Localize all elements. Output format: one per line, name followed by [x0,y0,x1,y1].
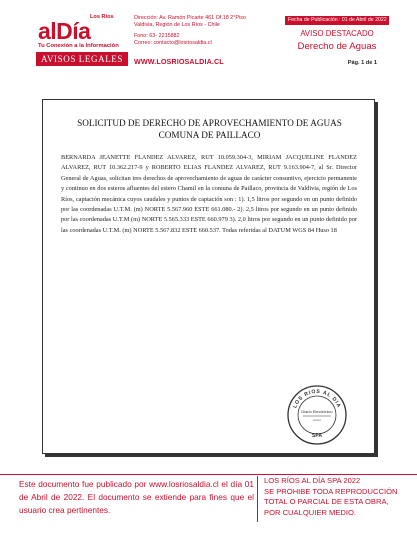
svg-text:LOS RIOS AL DIA: LOS RIOS AL DIA [292,388,342,410]
company-stamp [286,384,348,446]
contact-info [134,15,284,47]
copyright-line-3: TOTAL O PARCIAL DE ESTA OBRA, [264,497,389,507]
section-label: AVISOS LEGALES [41,54,123,64]
svg-text:SPA: SPA [312,433,322,439]
notice-title-line-2: COMUNA DE PAILLACO [158,130,261,140]
page-number: Pág. 1 de 1 [347,60,377,66]
svg-text:▪▪▪▪▪▪▪▪: ▪▪▪▪▪▪▪▪ [312,418,322,422]
brand-name: alDía [38,18,91,44]
copyright-line-1: LOS RÍOS AL DÍA SPA 2022 [264,476,361,485]
copyright-line-2: SE PROHIBE TODA REPRODUCCIÓN [264,486,398,496]
footer-divider [257,476,258,522]
notice-body [61,153,357,236]
footer-rule [0,474,417,475]
aviso-title: Derecho de Aguas [297,41,377,52]
svg-text:Diario Electrónico: Diario Electrónico [301,409,333,414]
address-line-2: Valdivia, Región de Los Ríos - Chile [134,21,220,28]
brand-small-text: Los Ríos [90,14,114,20]
footer-disclaimer: Este documento fue publicado por www.losriosaldia.cl el día 01 de Abril de 2022. El documento se extiende para fines que el usuario crea pertinentes. [19,479,254,515]
publication-date: Fecha de Publicación : 01 de Abril de 2022 [285,16,389,25]
phone-text: Fono: 63- 2215882 [134,32,180,39]
section-banner [36,52,128,66]
footer-copyright [264,476,404,519]
brand-tagline: Tu Conexión a la Información [38,43,119,49]
notice-title-line-1: SOLICITUD DE DERECHO DE APROVECHAMIENTO DE AGUAS [77,118,342,128]
email-text: Correo: contacto@losriosaldia.cl [134,39,212,46]
aviso-type: AVISO DESTACADO [300,29,374,38]
site-link[interactable]: WWW.LOSRIOSALDIA.CL [134,57,224,66]
notice-title [51,117,368,141]
notice-paragraph: BERNARDA JEANETTE FLANDEZ ALVAREZ, RUT 10.059.304-3, MIRIAM JACQUELINE FLANDEZ ALVAREZ, RUT 10.362.217-9 y ROBERTO ELIAS FLANDEZ ALVAREZ, RUT 9.163.904-7, al Sr. Director General de Aguas, solicitan tres derechos de aprovechamiento de aguas de carácter consuntivo, ejercicio permanente y continuo en dos esteros afluentes del estero Chamil en la comuna de Paillaco, provincia de Valdivia, región de Los Ríos, captación mecánica cuyos caudales y puntos de captación son : 1). 1,5 litros por segundo en un punto definido por las coordenadas U.T.M. (m) NORTE 5.567.960 ESTE 661.080.- 2). 2,5 litros por segundo en un punto definido por las coordenadas U.T.M (m) NORTE 5.565.333 ESTE 660.979 3). 2,0 litros por segundo en un punto definido por las coordenadas U.T.M. (m) NORTE 5.567.832 ESTE 660.537. Todas referidas al DATUM WGS 84 Huso 18 [61,154,357,234]
stamp-seal-icon [286,384,348,446]
address-line-1: Dirección: Av. Ramón Picarte 461 Of.18 2°Piso [134,15,246,21]
copyright-line-4: POR CUALQUIER MEDIO. [264,508,356,518]
